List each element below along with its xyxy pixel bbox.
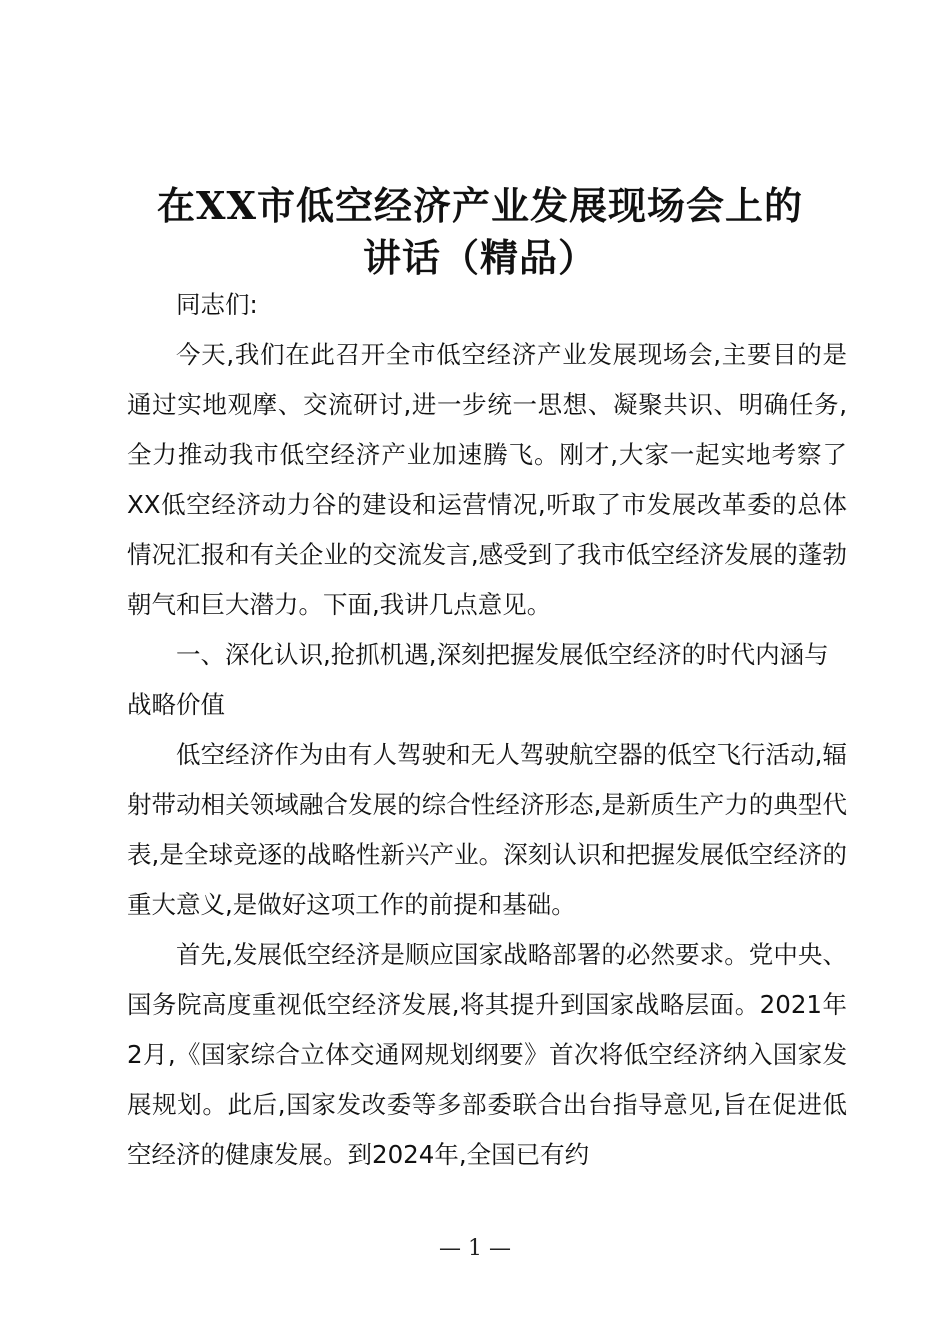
document-title	[100, 180, 860, 284]
section-1-paragraph-2: 首先,发展低空经济是顺应国家战略部署的必然要求。党中央、国务院高度重视低空经济发展,将其提升到国家战略层面。2021年2月,《国家综合立体交通网规划纲要》首次将低空经济纳入国家发展规划。此后,国家发改委等多部委联合出台指导意见,旨在促进低空经济的健康发展。到2024年,全国已有约	[127, 940, 847, 1169]
title-line-1: 在XX市低空经济产业发展现场会上的	[157, 183, 803, 228]
section-1-paragraph-1: 低空经济作为由有人驾驶和无人驾驶航空器的低空飞行活动,辐射带动相关领域融合发展的综合性经济形态,是新质生产力的典型代表,是全球竞逐的战略性新兴产业。深刻认识和把握发展低空经济的重大意义,是做好这项工作的前提和基础。	[127, 740, 847, 919]
title-line-2: 讲话（精品）	[362, 235, 597, 280]
document-body	[127, 280, 847, 1180]
section-1-heading: 一、深化认识,抢抓机遇,深刻把握发展低空经济的时代内涵与战略价值	[127, 640, 829, 719]
greeting: 同志们:	[176, 290, 258, 319]
page-number: — 1 —	[439, 1236, 511, 1261]
intro-paragraph: 今天,我们在此召开全市低空经济产业发展现场会,主要目的是通过实地观摩、交流研讨,进一步统一思想、凝聚共识、明确任务,全力推动我市低空经济产业加速腾飞。刚才,大家一起实地考察了XX低空经济动力谷的建设和运营情况,听取了市发展改革委的总体情况汇报和有关企业的交流发言,感受到了我市低空经济发展的蓬勃朝气和巨大潜力。下面,我讲几点意见。	[127, 340, 847, 619]
